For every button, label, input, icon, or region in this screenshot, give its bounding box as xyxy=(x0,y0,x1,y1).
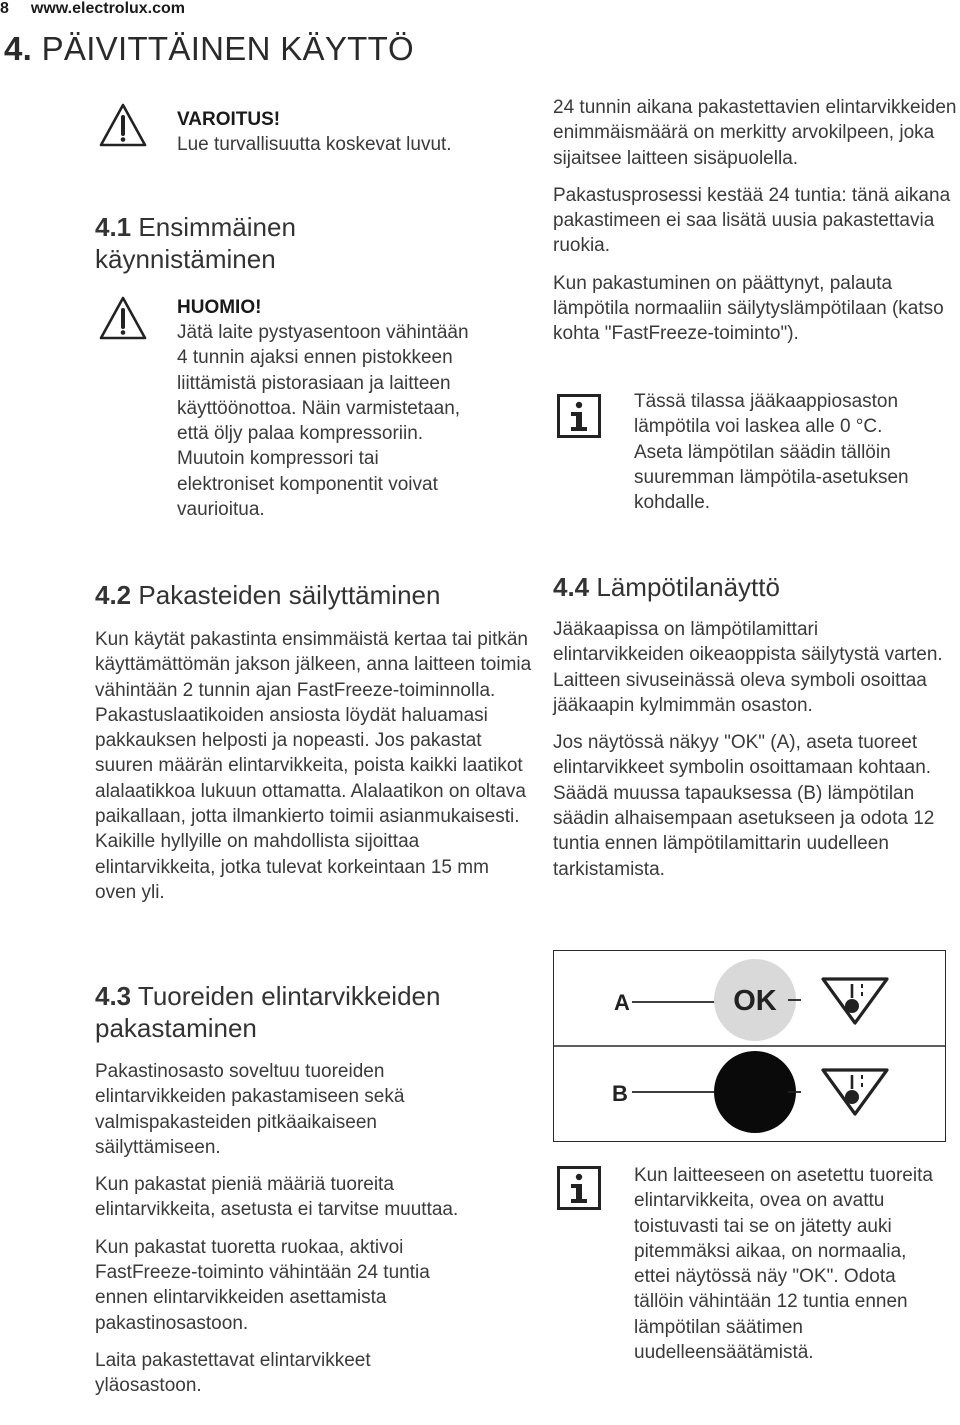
section-number: 4.4 xyxy=(553,572,590,602)
paragraph: Kun pakastat tuoretta ruokaa, aktivoi FastFreeze-toiminto vähintään 24 tuntia ennen elintarvikkeiden asettamista pakastinosastoon. xyxy=(95,1236,430,1334)
section-4-2-body xyxy=(95,627,533,917)
caution-block xyxy=(177,295,477,522)
paragraph: Kun pakastat pieniä määriä tuoreita elintarvikkeita, asetusta ei tarvitse muuttaa. xyxy=(95,1174,459,1221)
caution-icon xyxy=(98,295,148,341)
warning-icon xyxy=(98,102,148,148)
paragraph: Pakastinosasto soveltuu tuoreiden elintarvikkeiden pakastamiseen sekä valmispakasteiden pitkäaikaiseen säilyttämiseen. xyxy=(95,1061,405,1158)
info-icon xyxy=(557,394,601,438)
caution-label: HUOMIO! xyxy=(177,297,262,318)
info-note-2: Kun laitteeseen on asetettu tuoreita elintarvikkeita, ovea on avattu toistuvasti tai se on jätetty auki pitemmäksi aikaa, on normaalia, ettei näytössä näy "OK". Odota tällöin vähintään 12 tuntia ennen lämpötilan säätimen uudelleensäätämistä. xyxy=(634,1165,933,1364)
site-url: www.electrolux.com xyxy=(30,0,186,17)
page-number: 8 xyxy=(0,0,9,17)
label-b: B xyxy=(612,1081,628,1106)
section-4-4-heading xyxy=(553,571,953,603)
temperature-indicator-diagram xyxy=(553,950,946,1142)
page-header xyxy=(0,0,185,18)
section-title: Lämpötilanäyttö xyxy=(596,572,780,602)
paragraph: Jos näytössä näkyy "OK" (A), aseta tuoreet elintarvikkeet symbolin osoittamaan kohtaan. Säädä muussa tapauksessa (B) lämpötilan säädin alhaisempaan asetukseen ja odota 12 tuntia ennen lämpötilamittarin uudelleen tarkistamista. xyxy=(553,732,935,880)
coldest-zone-icon xyxy=(823,1070,887,1114)
label-a: A xyxy=(614,990,630,1015)
section-title: Tuoreiden elintarvikkeiden pakastaminen xyxy=(95,981,441,1043)
section-number: 4.3 xyxy=(95,981,132,1011)
info-icon xyxy=(557,1166,601,1210)
section-4-3-body xyxy=(95,1059,480,1411)
info-note-1: Tässä tilassa jääkaappiosaston lämpötila voi laskea alle 0 °C. Aseta lämpötilan säädin tällöin suuremman lämpötila-asetuksen kohdalle. xyxy=(634,391,909,514)
section-title: Pakasteiden säilyttäminen xyxy=(138,580,441,610)
section-4-2-heading xyxy=(95,579,535,611)
section-number: 4.1 xyxy=(95,212,132,242)
right-column-body xyxy=(553,95,958,359)
paragraph: Laita pakastettavat elintarvikkeet yläosastoon. xyxy=(95,1349,371,1397)
paragraph: Jääkaapissa on lämpötilamittari elintarvikkeiden oikeaoppista säilytystä varten. Laitteen sivuseinässä oleva symboli osoittaa jääkaapin kylmimmän osaston. xyxy=(553,619,943,716)
chapter-title-text: PÄIVITTÄINEN KÄYTTÖ xyxy=(41,30,415,67)
warning-text: Lue turvallisuutta koskevat luvut. xyxy=(177,134,452,155)
indicator-dark-circle xyxy=(714,1051,796,1133)
caution-text: Jätä laite pystyasentoon vähintään 4 tunnin ajaksi ennen pistokkeen liittämistä pistorasiaan ja laitteen käyttöönottoa. Näin varmistetaan, että öljy palaa kompressoriin. Muutoin kompressori tai elektroniset komponentit voivat vaurioitua. xyxy=(177,322,469,521)
paragraph: Pakastusprosessi kestää 24 tuntia: tänä aikana pakastimeen ei saa lisätä uusia pakastettavia ruokia. xyxy=(553,184,951,257)
warning-block xyxy=(177,107,477,157)
coldest-zone-icon xyxy=(823,979,887,1023)
section-4-3-heading xyxy=(95,980,515,1044)
section-number: 4.2 xyxy=(95,580,132,610)
section-title: Ensimmäinen käynnistäminen xyxy=(95,212,296,274)
section-4-4-body xyxy=(553,617,953,894)
paragraph: Kun pakastuminen on päättynyt, palauta lämpötila normaaliin säilytyslämpötilaan (katso kohta "FastFreeze-toiminto"). xyxy=(553,272,944,345)
warning-label: VAROITUS! xyxy=(177,109,281,130)
paragraph: Kun käytät pakastinta ensimmäistä kertaa tai pitkän käyttämättömän jakson jälkeen, anna laitteen toimia vähintään 2 tunnin ajan FastFreeze-toiminnolla. Pakastuslaatikoiden ansiosta löydät haluamasi pakkauksen helposti ja nopeasti. Jos pakastat suuren määrän elintarvikkeita, poista kaikki laatikot alalaatikkoa lukuun ottamatta. Alalaatikon on oltava paikallaan, jotta ilmankierto toimii asianmukaisesti. Kaikille hyllyille on mahdollista sijoittaa elintarvikkeita, jotka tulevat korkeintaan 15 mm oven yli. xyxy=(95,629,532,903)
section-4-1-heading xyxy=(95,211,425,275)
ok-text: OK xyxy=(733,985,777,1017)
chapter-number: 4. xyxy=(4,30,33,67)
chapter-title xyxy=(4,30,414,68)
paragraph: 24 tunnin aikana pakastettavien elintarvikkeiden enimmäismäärä on merkitty arvokilpeen, joka sijaitsee laitteen sisäpuolella. xyxy=(553,97,957,169)
